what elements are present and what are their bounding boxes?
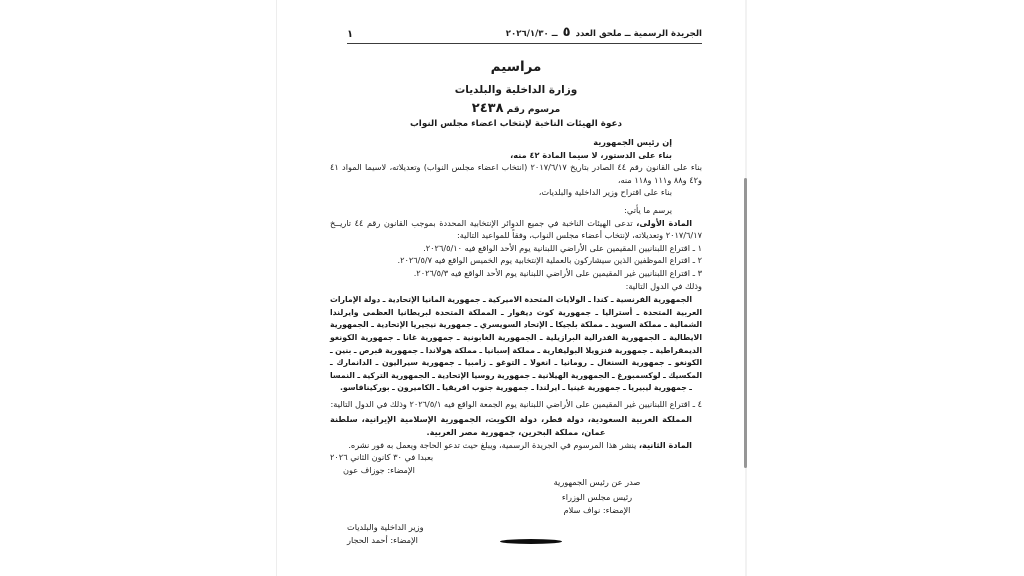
- signature-place-date: بعبدا في ٣٠ كانون الثاني ٢٠٢٦: [330, 452, 434, 463]
- gazette-header-line: [506, 25, 702, 40]
- pm-title: رئيس مجلس الوزراء: [561, 492, 633, 503]
- page-scan-left-edge: [276, 0, 277, 576]
- gazette-title: الجريدة الرسمية ــ ملحق العدد: [575, 29, 702, 39]
- minister-signature: الإمضاء: أحمد الحجار: [347, 534, 418, 545]
- voting-item-2: ٢ ـ اقتراع الموظفين الذين سيشاركون بالعملية الإنتخابية يوم الخميس الواقع فيه ٢٠٢٦/٥/٧.: [397, 255, 702, 266]
- article-one: [330, 217, 702, 242]
- issue-number: ٥: [562, 25, 571, 40]
- issue-date: ــ ٢٠٢٦/١/٣٠: [505, 29, 558, 39]
- preamble-constitution-line: بناء على الدستور، لا سيما المادة ٤٢ منه،: [510, 149, 672, 160]
- article-one-text: تدعى الهيئات الناخبة في جميع الدوائر الإنتخابية المحددة بموجب القانون رقم ٤٤ تاريــخ ٢٠١٧/٦/١٧ وتعديلاته، لإنتخاب أعضاء مجلس النواب، وفقاً للمواعيد التالية:: [330, 217, 702, 241]
- voting-item-4: ٤ ـ اقتراع اللبنانيين غير المقيمين على الأراضي اللبنانية يوم الجمعة الواقع فيه ٢٠٢٦/٥/١ وذلك في الدول التالية:: [330, 398, 702, 409]
- president-signature: الإمضاء: جوزاف عون: [343, 464, 415, 475]
- decree-number-line: [330, 101, 702, 118]
- issued-by-line: صدر عن رئيس الجمهورية: [553, 477, 641, 488]
- enactment-line: يرسم ما يأتي:: [624, 204, 672, 215]
- voting-item-3-note: وذلك في الدول التالية:: [625, 280, 702, 291]
- page-number: ١: [347, 29, 354, 40]
- minister-title: وزير الداخلية والبلديات: [347, 522, 424, 533]
- countries-sunday-list: الجمهورية الفرنسية ـ كندا ـ الولايات المتحدة الاميركية ـ جمهورية المانيا الإتحادية ـ دولة الإمارات العربية المتحدة ـ أستراليا ـ جمهورية كوت ديفوار ـ المملكة المتحدة لبريطانيا العظمى وايرلندا الشمالية ـ مملكة السويد ـ مملكة بلجيكا ـ الإتحاد السويسري ـ جمهورية نيجيريا الإتحادية ـ الجمهورية الايطالية ـ الجمهورية الفدرالية البرازيلية ـ الجمهورية الغابونية ـ جمهورية غانا ـ جمهورية الكونغو الديمقراطية ـ جمهورية فنزويلا البوليفارية ـ مملكة إسبانيا ـ مملكة هولاندا ـ جمهورية قبرص ـ بنين ـ الكونغو ـ جمهورية السنغال ـ رومانيا ـ انغولا ـ التوغو ـ زامبيا ـ جمهورية سيراليون ـ الدانمارك ـ المكسيك ـ لوكسمبورغ ـ الجمهورية الهيلانية ـ جمهورية روسيا الإتحادية ـ الجمهورية التركية ـ النمسا ـ جمهورية ليبيريا ـ جمهورية غينيا ـ ايرلندا ـ جمهورية جنوب افريقيا ـ الكاميرون ـ بوركينافاسو.: [330, 295, 702, 393]
- article-one-label: المادة الأولى،: [636, 217, 692, 228]
- preamble-law-line: بناء على القانون رقم ٤٤ الصادر بتاريخ ٢٠١٧/٦/١٧ (انتخاب اعضاء مجلس النواب) وتعديلاته، لاسيما المواد ٤١ و٤٢ و٨٨ و١١١ و١١٨ منه،: [330, 162, 702, 185]
- voting-item-1: ١ ـ اقتراع اللبنانيين المقيمين على الأراضي اللبنانية يوم الأحد الواقع فيه ٢٠٢٦/٥/١٠.: [423, 242, 702, 253]
- ministry-title: وزارة الداخلية والبلديات: [454, 84, 578, 96]
- article-two-text: ينشر هذا المرسوم في الجريدة الرسمية، ويبلغ حيث تدعو الحاجة ويعمل به فور نشره.: [348, 439, 637, 450]
- article-two: [330, 439, 702, 452]
- section-title: مراسيم: [490, 59, 542, 75]
- pm-signature-block: [538, 476, 656, 516]
- voting-item-3: ٣ ـ اقتراع اللبنانيين غير المقيمين على الأراضي اللبنانية يوم الأحد الواقع فيه ٢٠٢٦/٥/٣.: [413, 267, 702, 278]
- preamble-proposal-line: بناء على اقتراح وزير الداخلية والبلديات،: [538, 187, 672, 198]
- preamble-president-line: إن رئيس الجمهورية: [593, 137, 672, 147]
- decree-subject: دعوة الهيئات الناخبة لإنتخاب اعضاء مجلس النواب: [409, 119, 623, 129]
- article-two-label: المادة الثانية،: [638, 439, 692, 450]
- pm-signature: الإمضاء: نواف سلام: [563, 504, 631, 515]
- page-header: [347, 25, 702, 44]
- decree-label: مرسوم رقم: [506, 105, 561, 115]
- gazette-page-content: [330, 0, 702, 544]
- countries-friday-list: المملكة العربية السعودية، دولة قطر، دولة الكويت، الجمهورية الإسلامية الإيرانية، سلطنة عمان، مملكة البحرين، جمهورية مصر العربية.: [330, 414, 692, 438]
- decree-number: ٢٤٣٨: [471, 101, 504, 116]
- page-scan-right-edge-shadow: [744, 178, 747, 468]
